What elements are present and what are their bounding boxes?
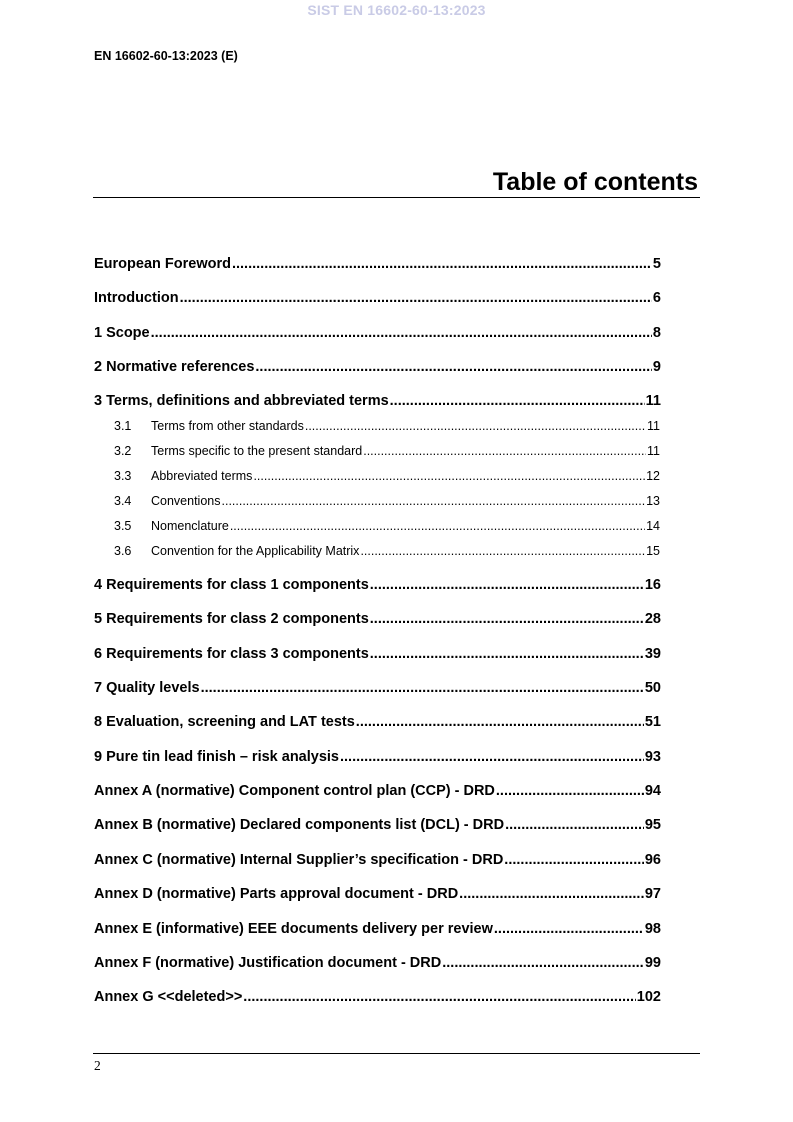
toc-entry-page: 28 [644,611,661,627]
toc-entry-annex-d[interactable] [94,886,661,902]
toc-entry-class-3[interactable] [94,646,661,662]
dot-leader [253,469,645,483]
dot-leader [201,680,644,696]
toc-entry-page: 5 [652,256,661,272]
toc-entry-european-foreword[interactable] [94,256,661,272]
toc-subentry-3-2[interactable] [114,444,660,458]
toc-entry-page: 6 [652,290,661,306]
toc-entry-annex-a[interactable] [94,783,661,799]
dot-leader [222,494,646,508]
toc-entry-page: 50 [644,680,661,696]
toc-entry-introduction[interactable] [94,290,661,306]
title-rule [93,197,700,198]
toc-entry-label: 5 Requirements for class 2 components [94,611,369,627]
toc-entry-annex-e[interactable] [94,921,661,937]
page-number: 2 [94,1058,101,1073]
toc-entry-class-1[interactable] [94,577,661,593]
page-title: Table of contents [492,168,698,196]
toc-entry-label: 7 Quality levels [94,680,200,696]
toc-entry-page: 98 [644,921,661,937]
toc-entry-label: 4 Requirements for class 1 components [94,577,369,593]
toc-entry-page: 39 [644,646,661,662]
toc-entry-page: 95 [644,817,661,833]
toc-entry-annex-g[interactable] [94,989,661,1005]
toc-subentry-label: Conventions [151,494,221,508]
document-id: EN 16602-60-13:2023 (E) [94,49,238,63]
dot-leader [356,714,644,730]
toc-subentry-page: 14 [646,519,660,533]
dot-leader [243,989,636,1005]
dot-leader [360,544,645,558]
toc-entry-page: 96 [644,852,661,868]
toc-entry-normative-references[interactable] [94,359,661,375]
footer-rule [93,1053,700,1054]
dot-leader [459,886,644,902]
toc-subentry-number: 3.5 [114,519,132,533]
toc-entry-annex-f[interactable] [94,955,661,971]
toc-subentry-3-3[interactable] [114,469,660,483]
toc-entry-terms-definitions[interactable] [94,393,661,409]
toc-entry-class-2[interactable] [94,611,661,627]
toc-entry-label: Introduction [94,290,179,306]
dot-leader [370,611,644,627]
toc-entry-label: Annex F (normative) Justification document - DRD [94,955,442,971]
dot-leader [390,393,645,409]
toc-subentry-label: Abbreviated terms [151,469,253,483]
toc-entry-label: European Foreword [94,256,231,272]
dot-leader [442,955,644,971]
toc-subentry-page: 15 [646,544,660,558]
toc-entry-label: 6 Requirements for class 3 components [94,646,369,662]
toc-entry-page: 99 [644,955,661,971]
dot-leader [340,749,644,765]
dot-leader [505,817,644,833]
dot-leader [504,852,644,868]
toc-subentry-3-1[interactable] [114,419,660,433]
toc-entry-annex-b[interactable] [94,817,661,833]
toc-subentry-label: Terms from other standards [151,419,304,433]
toc-subentry-number: 3.2 [114,444,132,458]
dot-leader [494,921,644,937]
dot-leader [496,783,644,799]
toc-subentry-page: 13 [646,494,660,508]
toc-entry-annex-c[interactable] [94,852,661,868]
toc-entry-label: Annex C (normative) Internal Supplier’s specification - DRD [94,852,504,868]
toc-subentry-page: 11 [647,444,660,458]
toc-subentry-number: 3.6 [114,544,132,558]
dot-leader [363,444,646,458]
dot-leader [230,519,645,533]
toc-entry-page: 11 [645,393,661,409]
toc-entry-quality-levels[interactable] [94,680,661,696]
dot-leader [180,290,652,306]
dot-leader [151,325,652,341]
toc-subentry-number: 3.1 [114,419,132,433]
toc-entry-label: 8 Evaluation, screening and LAT tests [94,714,355,730]
toc-subentry-label: Terms specific to the present standard [151,444,363,458]
dot-leader [232,256,652,272]
toc-entry-label: 9 Pure tin lead finish – risk analysis [94,749,339,765]
toc-entry-pure-tin[interactable] [94,749,661,765]
toc-subentry-page: 12 [646,469,660,483]
toc-entry-evaluation-screening[interactable] [94,714,661,730]
dot-leader [255,359,652,375]
toc-subentry-number: 3.4 [114,494,132,508]
toc-entry-page: 9 [652,359,661,375]
watermark: SIST EN 16602-60-13:2023 [307,2,486,18]
dot-leader [305,419,646,433]
toc-subentry-number: 3.3 [114,469,132,483]
toc-entry-label: 1 Scope [94,325,150,341]
toc-entry-page: 8 [652,325,661,341]
dot-leader [370,577,644,593]
toc-subentry-label: Convention for the Applicability Matrix [151,544,360,558]
toc-subentry-label: Nomenclature [151,519,229,533]
toc-entry-page: 16 [644,577,661,593]
toc-entry-label: 3 Terms, definitions and abbreviated terms [94,393,389,409]
toc-subentry-3-6[interactable] [114,544,660,558]
toc-entry-page: 93 [644,749,661,765]
toc-subentry-page: 11 [647,419,660,433]
toc-entry-scope[interactable] [94,325,661,341]
toc-entry-page: 102 [636,989,661,1005]
toc-entry-label: Annex G <<deleted>> [94,989,243,1005]
toc-entry-label: Annex A (normative) Component control plan (CCP) - DRD [94,783,495,799]
toc-entry-page: 51 [644,714,661,730]
toc-entry-label: Annex B (normative) Declared components list (DCL) - DRD [94,817,505,833]
toc-entry-page: 97 [644,886,661,902]
toc-entry-label: Annex E (informative) EEE documents delivery per review [94,921,493,937]
dot-leader [370,646,644,662]
toc-subentry-3-4[interactable] [114,494,660,508]
toc-entry-page: 94 [644,783,661,799]
toc-entry-label: 2 Normative references [94,359,255,375]
toc-subentry-3-5[interactable] [114,519,660,533]
toc-entry-label: Annex D (normative) Parts approval document - DRD [94,886,459,902]
